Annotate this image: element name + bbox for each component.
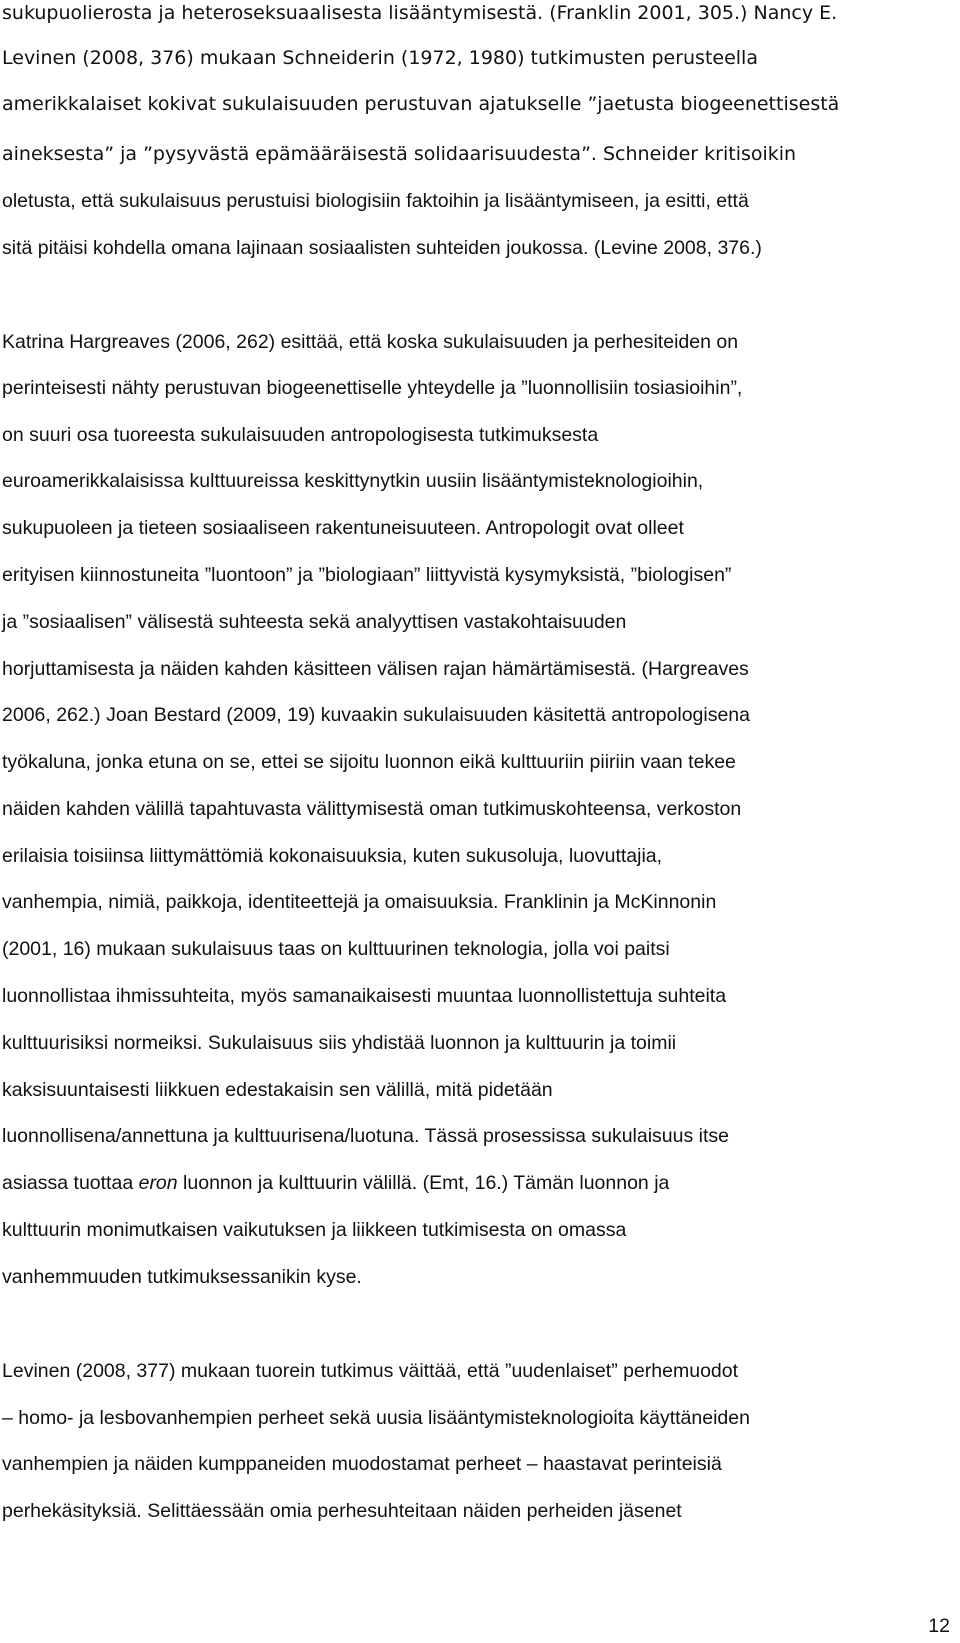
text-line: euroamerikkalaisissa kulttuureissa keskittynytkin uusiin lisääntymisteknologioihin, xyxy=(2,470,704,492)
text-line: kulttuurin monimutkaisen vaikutuksen ja liikkeen tutkimisesta on omassa xyxy=(2,1219,627,1241)
text-line: on suuri osa tuoreesta sukulaisuuden antropologisesta tutkimuksesta xyxy=(2,424,599,446)
text-line: vanhempien ja näiden kumppaneiden muodostamat perheet – haastavat perinteisiä xyxy=(2,1453,722,1475)
text-segment: asiassa tuottaa xyxy=(2,1172,139,1194)
text-line: – homo- ja lesbovanhempien perheet sekä uusia lisääntymisteknologioita käyttäneiden xyxy=(2,1407,750,1429)
text-line: erilaisia toisiinsa liittymättömiä kokonaisuuksia, kuten sukusoluja, luovuttajia, xyxy=(2,845,663,867)
text-segment: luonnon ja kulttuurin välillä. (Emt, 16.) Tämän luonnon ja xyxy=(177,1172,670,1194)
text-line: Katrina Hargreaves (2006, 262) esittää, että koska sukulaisuuden ja perhesiteiden on xyxy=(2,331,739,353)
text-line: sukupuolierosta ja heteroseksuaalisesta lisääntymisestä. (Franklin 2001, 305.) Nancy E. xyxy=(2,2,838,24)
text-line: sukupuoleen ja tieteen sosiaaliseen rakentuneisuuteen. Antropologit ovat olleet xyxy=(2,517,684,539)
text-line: luonnollistaa ihmissuhteita, myös samanaikaisesti muuntaa luonnollistettuja suhteita xyxy=(2,985,727,1007)
text-line: ja ”sosiaalisen” välisestä suhteesta sekä analyyttisen vastakohtaisuuden xyxy=(2,611,627,633)
text-line: oletusta, että sukulaisuus perustuisi biologisiin faktoihin ja lisääntymiseen, ja esitti, että xyxy=(2,190,749,212)
text-line: perhekäsityksiä. Selittäessään omia perhesuhteitaan näiden perheiden jäsenet xyxy=(2,1500,682,1522)
text-line: Levinen (2008, 376) mukaan Schneiderin (1972, 1980) tutkimusten perusteella xyxy=(2,47,758,69)
text-line: kaksisuuntaisesti liikkuen edestakaisin sen välillä, mitä pidetään xyxy=(2,1079,553,1101)
text-line: kulttuurisiksi normeiksi. Sukulaisuus siis yhdistää luonnon ja kulttuurin ja toimii xyxy=(2,1032,677,1054)
text-line: 2006, 262.) Joan Bestard (2009, 19) kuvaakin sukulaisuuden käsitettä antropologisena xyxy=(2,704,750,726)
text-line: erityisen kiinnostuneita ”luontoon” ja ”biologiaan” liittyvistä kysymyksistä, ”biologisen” xyxy=(2,564,732,586)
emphasized-word: eron xyxy=(138,1172,178,1194)
text-line: vanhempia, nimiä, paikkoja, identiteettejä ja omaisuuksia. Franklinin ja McKinnonin xyxy=(2,891,717,913)
text-line: luonnollisena/annettuna ja kulttuurisena/luotuna. Tässä prosessissa sukulaisuus itse xyxy=(2,1125,730,1147)
text-line: perinteisesti nähty perustuvan biogeenettiselle yhteydelle ja ”luonnollisiin tosiasioihin”, xyxy=(2,377,743,399)
page-number: 12 xyxy=(928,1615,950,1637)
text-line: työkaluna, jonka etuna on se, ettei se sijoitu luonnon eikä kulttuuriin piiriin vaan tekee xyxy=(2,751,736,773)
text-line: näiden kahden välillä tapahtuvasta välittymisestä oman tutkimuskohteensa, verkoston xyxy=(2,798,742,820)
text-line: (2001, 16) mukaan sukulaisuus taas on kulttuurinen teknologia, jolla voi paitsi xyxy=(2,938,670,960)
text-line: horjuttamisesta ja näiden kahden käsitteen välisen rajan hämärtämisestä. (Hargreaves xyxy=(2,658,749,680)
text-line: aineksesta” ja ”pysyvästä epämääräisestä solidaarisuudesta”. Schneider kritisoikin xyxy=(2,143,797,165)
text-line-with-emphasis xyxy=(2,1171,669,1195)
text-line: sitä pitäisi kohdella omana lajinaan sosiaalisten suhteiden joukossa. (Levine 2008, 376.) xyxy=(2,237,762,259)
text-line: vanhemmuuden tutkimuksessanikin kyse. xyxy=(2,1266,362,1288)
text-line: amerikkalaiset kokivat sukulaisuuden perustuvan ajatukselle ”jaetusta biogeenettisestä xyxy=(2,93,840,115)
text-line: Levinen (2008, 377) mukaan tuorein tutkimus väittää, että ”uudenlaiset” perhemuodot xyxy=(2,1360,739,1382)
